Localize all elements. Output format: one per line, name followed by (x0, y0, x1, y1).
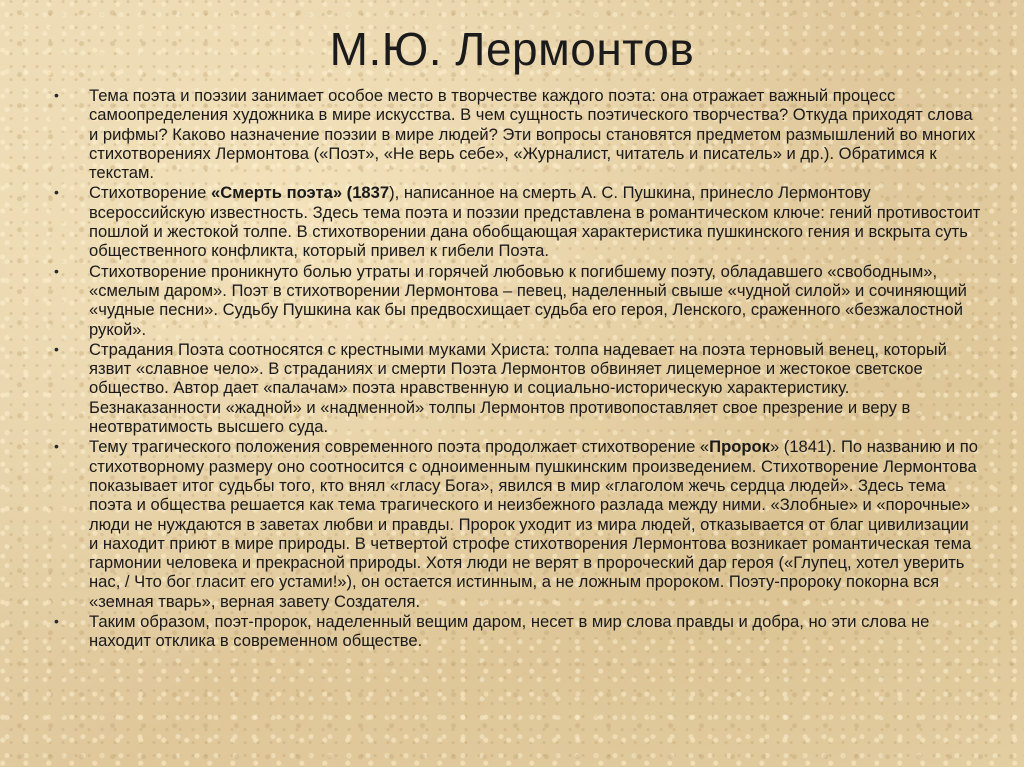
bullet-text (89, 183, 980, 260)
bold-text-run: Пророк (709, 437, 770, 457)
text-run: Тему трагического положения современного поэта продолжает стихотворение « (89, 437, 710, 457)
text-run: Тема поэта и поэзии занимает особое место в творчестве каждого поэта: она отражает важный процесс самоопределения художника в мире искусства. В чем сущность поэтического творчества? Откуда приходят слова и рифмы? Каково назначение поэзии в мире людей? Эти вопросы становятся предметом размышлений во многих стихотворениях Лермонтова («Поэт», «Не верь себе», «Журналист, читатель и писатель» и др.). Обратимся к текстам. (89, 86, 976, 183)
bullet-dot-icon: • (54, 262, 59, 279)
bullet-item (52, 437, 982, 611)
bullet-list (52, 86, 982, 652)
bullet-text (89, 612, 929, 650)
bullet-item (52, 183, 982, 260)
bullet-text (89, 262, 967, 339)
bullet-item (52, 86, 982, 182)
bullet-dot-icon: • (54, 613, 59, 630)
bullet-dot-icon: • (54, 340, 59, 357)
text-run: Стихотворение (89, 183, 212, 203)
bold-text-run: «Смерть поэта» (1837 (211, 183, 390, 203)
text-run: » (1841). По названию и по стихотворному размеру оно соотносится с одноименным пушкинским произведением. Стихотворение Лермонтова показывает итог судьбы того, кто внял «гласу Бога», явился в мир «глаголом жечь сердца людей». Здесь тема поэта и общества решается как тема трагического и неизбежного разлада между ними. «Злобные» и «порочные» люди не нуждаются в заветах любви и правды. Пророк уходит из мира людей, отказывается от благ цивилизации и находит приют в мире природы. В четвертой строфе стихотворения Лермонтова возникает романтическая тема гармонии человека и прекрасной природы. Хотя люди не верят в пророческий дар героя («Глупец, хотел уверить нас, / Что бог гласит его устами!»), он остается истинным, а не ложным пророком. Поэту-пророку покорна вся «земная тварь», верная завету Создателя. (89, 437, 978, 611)
bullet-item (52, 612, 982, 651)
text-run: Страдания Поэта соотносятся с крестными муками Христа: толпа надевает на поэта терновый венец, который язвит «славное чело». В страданиях и смерти Поэта Лермонтов обвиняет лицемерное и жестокое светское общество. Автор дает «палачам» поэта нравственную и социально-историческую характеристику. Безнаказанности «жадной» и «надменной» толпы Лермонтов противопоставляет свое презрение и веру в неотвратимость высшего суда. (89, 339, 947, 437)
bullet-dot-icon: • (54, 184, 59, 201)
slide-title: М.Ю. Лермонтов (329, 23, 695, 75)
bullet-item (52, 262, 982, 339)
text-run: Стихотворение проникнуто болью утраты и горячей любовью к погибшему поэту, обладавшего «свободным», «смелым даром». Поэт в стихотворении Лермонтова – певец, наделенный свыше «чудной силой» и сочиняющий «чудные песни». Судьбу Пушкина как бы предвосхищает судьба его героя, Ленского, сраженного «безжалостной рукой». (89, 261, 967, 339)
bullet-dot-icon: • (54, 438, 59, 455)
bullet-text (89, 437, 978, 610)
text-run: Таким образом, поэт-пророк, наделенный вещим даром, несет в мир слова правды и добра, но эти слова не находит отклика в современном обществе. (89, 612, 930, 651)
text-run: ), написанное на смерть А. С. Пушкина, принесло Лермонтову всероссийскую известность. Здесь тема поэта и поэзии представлена в романтическом ключе: гений противостоит пошлой и жестокой толпе. В стихотворении дана обобщающая характеристика пушкинского гения и вскрыта суть общественного конфликта, который привел к гибели Поэта. (89, 183, 981, 261)
bullet-text (89, 86, 975, 182)
bullet-text (89, 340, 947, 436)
bullet-item (52, 340, 982, 436)
bullet-dot-icon: • (54, 87, 59, 103)
